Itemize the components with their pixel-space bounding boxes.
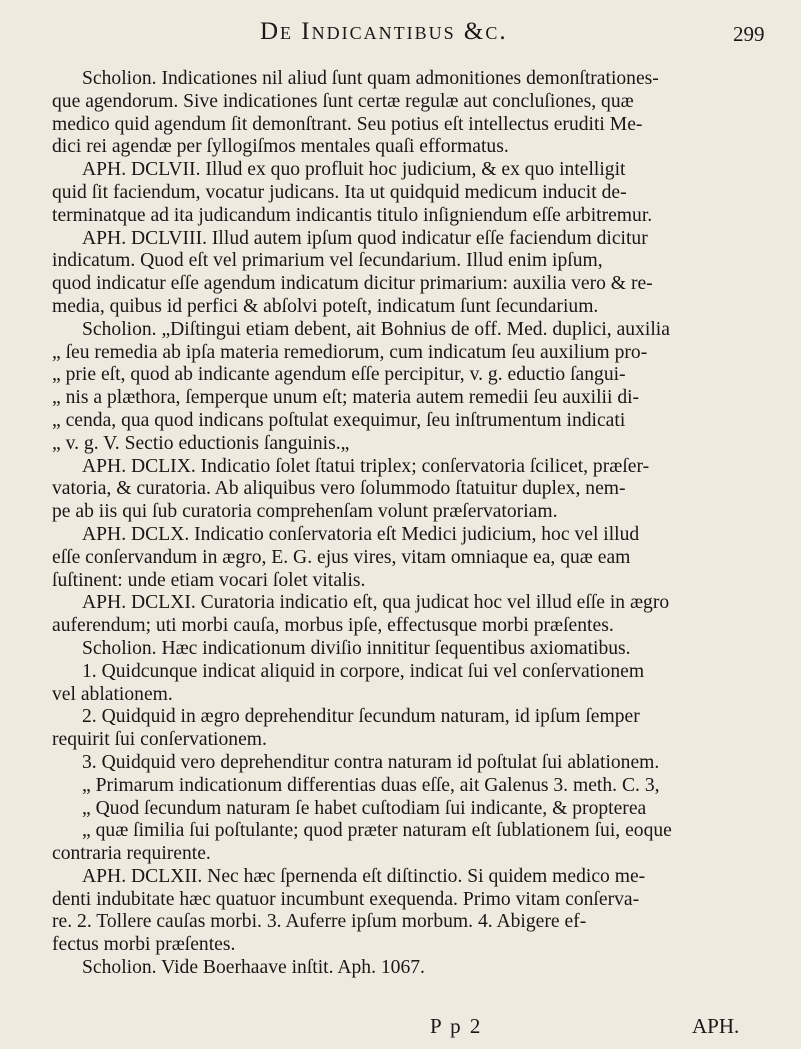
main-text bbox=[52, 68, 764, 980]
text-line: re. 2. Tollere cauſas morbi. 3. Auferre ipſum morbum. 4. Abigere ef- bbox=[52, 911, 587, 933]
text-line: que agendorum. Sive indicationes ſunt certæ regulæ aut concluſiones, quæ bbox=[52, 90, 634, 112]
text-line: denti indubitate hæc quatuor incumbunt exequenda. Primo vitam conſerva- bbox=[52, 888, 640, 910]
text-line: media, quibus id perfici & abſolvi poteſt, indicatum ſunt ſecundarium. bbox=[52, 295, 599, 317]
running-header bbox=[0, 8, 801, 48]
text-line: 3. Quidquid vero deprehenditur contra naturam id poſtulat ſui ablationem. bbox=[82, 751, 660, 773]
text-line: requirit ſui conſervationem. bbox=[52, 729, 267, 751]
text-line: vel ablationem. bbox=[52, 683, 173, 705]
text-line: APH. DCLVII. Illud ex quo profluit hoc judicium, & ex quo intelligit bbox=[82, 159, 626, 181]
text-line: „ v. g. V. Sectio eductionis ſanguinis.„ bbox=[52, 432, 350, 454]
text-line: pe ab iis qui ſub curatoria comprehenſam volunt præſervatoriam. bbox=[52, 501, 558, 523]
text-line: APH. DCLXII. Nec hæc ſpernenda eſt diſtinctio. Si quidem medico me- bbox=[82, 865, 646, 887]
page-number: 299 bbox=[733, 22, 765, 46]
text-line: 2. Quidquid in ægro deprehenditur ſecundum naturam, id ipſum ſemper bbox=[82, 706, 640, 728]
text-line: Scholion. Indicationes nil aliud ſunt quam admonitiones demonſtrationes- bbox=[82, 68, 659, 89]
text-line: auferendum; uti morbi cauſa, morbus ipſe, effectusque morbi præſentes. bbox=[52, 615, 614, 637]
text-line: fectus morbi præſentes. bbox=[52, 934, 236, 956]
text-line: contraria requirente. bbox=[52, 843, 211, 865]
text-line: quod indicatur eſſe agendum indicatum dicitur primarium: auxilia vero & re- bbox=[52, 273, 653, 295]
signature-mark: P p 2 bbox=[430, 1014, 483, 1038]
running-title: De Indicantibus &c. bbox=[260, 18, 508, 45]
text-line: „ nis a plæthora, ſemperque unum eſt; materia autem remedii ſeu auxilii di- bbox=[52, 387, 640, 409]
page-footer bbox=[0, 1014, 801, 1042]
text-line: ſuſtinent: unde etiam vocari ſolet vitalis. bbox=[52, 569, 366, 591]
text-line: terminatque ad ita judicandum indicantis titulo inſigniendum eſſe arbitremur. bbox=[52, 204, 653, 226]
text-line: dici rei agendæ per ſyllogiſmos mentales quaſi efformatus. bbox=[52, 136, 509, 158]
text-line: vatoria, & curatoria. Ab aliquibus vero ſolummodo ſtatuitur duplex, nem- bbox=[52, 478, 626, 500]
text-line: APH. DCLXI. Curatoria indicatio eſt, qua judicat hoc vel illud eſſe in ægro bbox=[82, 592, 670, 614]
text-line: „ ſeu remedia ab ipſa materia remediorum, cum indicatum ſeu auxilium pro- bbox=[52, 341, 648, 363]
catchword: APH. bbox=[692, 1014, 740, 1038]
text-line: APH. DCLIX. Indicatio ſolet ſtatui triplex; conſervatoria ſcilicet, præſer- bbox=[82, 455, 650, 477]
text-line: Scholion. „Diſtingui etiam debent, ait Bohnius de off. Med. duplici, auxilia bbox=[82, 318, 670, 340]
text-line: indicatum. Quod eſt vel primarium vel ſecundarium. Illud enim ipſum, bbox=[52, 250, 603, 272]
text-line: „ cenda, qua quod indicans poſtulat exequimur, ſeu inſtrumentum indicati bbox=[52, 409, 626, 431]
text-line: APH. DCLX. Indicatio conſervatoria eſt Medici judicium, hoc vel illud bbox=[82, 523, 640, 545]
text-line: „ quæ ſimilia ſui poſtulante; quod præter naturam eſt ſublationem ſui, eoque bbox=[82, 820, 672, 842]
text-line: medico quid agendum ſit demonſtrant. Seu potius eſt intellectus eruditi Me- bbox=[52, 113, 643, 135]
text-line: „ prie eſt, quod ab indicante agendum eſſe percipitur, v. g. eductio ſangui- bbox=[52, 364, 626, 386]
text-line: „ Primarum indicationum differentias duas eſſe, ait Galenus 3. meth. C. 3, bbox=[82, 774, 660, 796]
text-line: Scholion. Hæc indicationum diviſio innititur ſequentibus axiomatibus. bbox=[82, 637, 631, 659]
text-line: 1. Quidcunque indicat aliquid in corpore, indicat ſui vel conſervationem bbox=[82, 660, 645, 682]
text-line: Scholion. Vide Boerhaave inſtit. Aph. 1067. bbox=[82, 957, 425, 979]
text-line: quid ſit faciendum, vocatur judicans. Ita ut quidquid medicum inducit de- bbox=[52, 181, 627, 203]
text-line: eſſe conſervandum in ægro, E. G. ejus vires, vitam omniaque ea, quæ eam bbox=[52, 546, 631, 568]
text-line: APH. DCLVIII. Illud autem ipſum quod indicatur eſſe faciendum dicitur bbox=[82, 227, 648, 249]
text-line: „ Quod ſecundum naturam ſe habet cuſtodiam ſui indicante, & propterea bbox=[82, 797, 647, 819]
